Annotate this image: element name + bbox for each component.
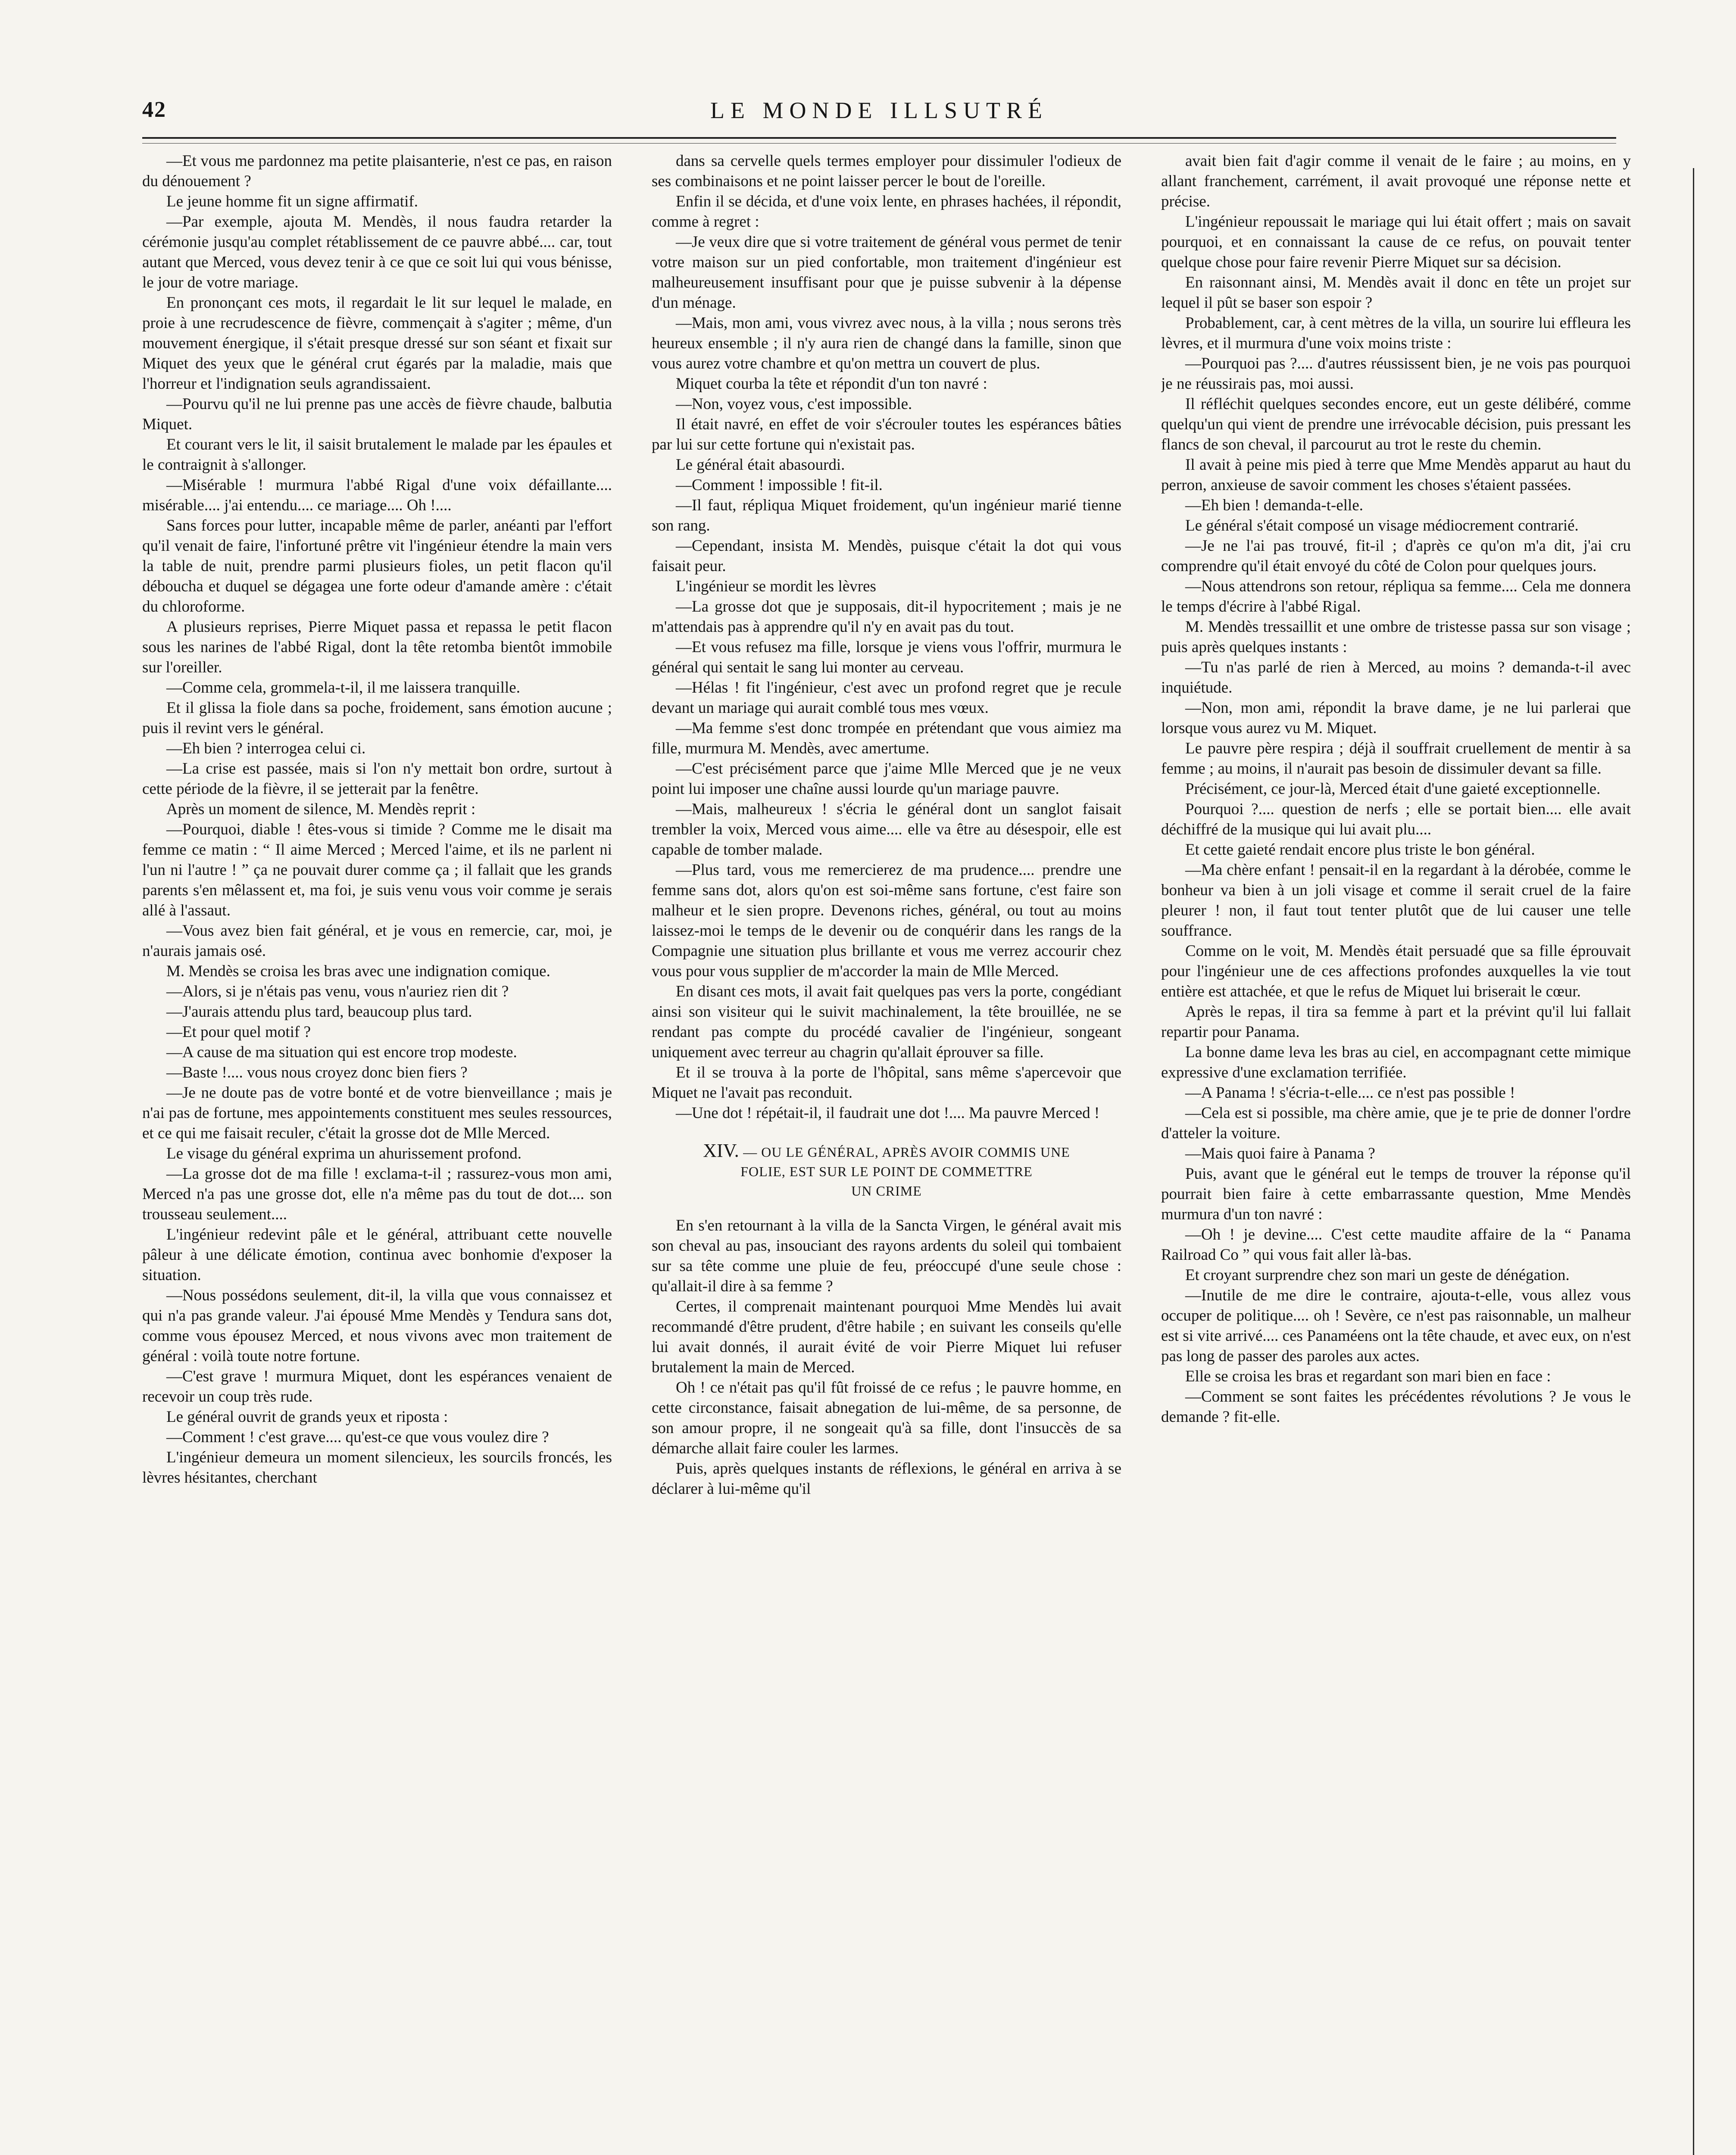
paragraph: —Pourquoi, diable ! êtes-vous si timide ? Comme me le disait ma femme ce matin : “ Il aime Merced ; Merced l'aime, et ils ne parlent ni l'un ni l'autre ! ” ça ne pouvait durer comme ça ; il fallait que les grands parents s'en mêlassent et, ma foi, je suis venu vous voir comme je serais allé à l'assaut. (142, 821, 612, 919)
paragraph: —Plus tard, vous me remercierez de ma prudence.... prendre une femme sans dot, alors qu'on est soi-même sans fortune, c'est faire son malheur et le sien propre. Devenons riches, général, ou tout au moins laissez-moi le temps de le devenir ou de conquérir dans les rangs de la Compagnie une situation plus brillante et vous me verrez accourir chez vous pour vous supplier de m'accorder la main de Mlle Merced. (652, 861, 1121, 980)
paragraph: Il était navré, en effet de voir s'écrouler toutes les espérances bâties par lui sur cette fortune qui n'existait pas. (652, 415, 1121, 453)
paragraph: —Alors, si je n'étais pas venu, vous n'auriez rien dit ? (166, 983, 509, 1000)
paragraph: Et courant vers le lit, il saisit brutalement le malade par les épaules et le contraignit à s'allonger. (142, 436, 612, 474)
paragraph: —Baste !.... vous nous croyez donc bien fiers ? (166, 1064, 468, 1081)
paragraph: —Il faut, répliqua Miquet froidement, qu'un ingénieur marié tienne son rang. (652, 497, 1121, 534)
paragraph: Précisément, ce jour-là, Merced était d'une gaieté exceptionnelle. (1185, 780, 1601, 798)
paragraph: M. Mendès se croisa les bras avec une indignation comique. (166, 962, 550, 980)
paragraph: —Mais quoi faire à Panama ? (1185, 1145, 1375, 1162)
chapter-number: XIV. (703, 1140, 739, 1161)
paragraph: —Ma femme s'est donc trompée en prétendant que vous aimiez ma fille, murmura M. Mendès, avec amertume. (652, 719, 1121, 757)
paragraph: —Non, voyez vous, c'est impossible. (676, 395, 912, 413)
paragraph: —Non, mon ami, répondit la brave dame, je ne lui parlerai que lorsque vous aurez vu M. Miquet. (1161, 699, 1631, 737)
text-column-1 (142, 151, 612, 2155)
paragraph: En s'en retournant à la villa de la Sancta Virgen, le général avait mis son cheval au pas, insouciant des rayons ardents du soleil qui tombaient sur sa tête comme une pluie de feu, préoccupé d'une seule chose : qu'allait-il dire à sa femme ? (652, 1217, 1121, 1295)
paragraph: En disant ces mots, il avait fait quelques pas vers la porte, congédiant ainsi son visiteur qui le suivit machinalement, la tête brouillée, ne se rendant pas compte du procédé cavalier de l'ingénieur, songeant uniquement avec terreur au chagrin qu'allait éprouver sa fille. (652, 983, 1121, 1061)
paragraph: Elle se croisa les bras et regardant son mari bien en face : (1185, 1368, 1551, 1385)
paragraph: M. Mendès tressaillit et une ombre de tristesse passa sur son visage ; puis après quelques instants : (1161, 618, 1631, 656)
chapter-title-line-2: FOLIE, EST SUR LE POINT DE COMMETTRE (740, 1164, 1033, 1179)
paragraph: Le pauvre père respira ; déjà il souffrait cruellement de mentir à sa femme ; au moins, il n'aurait pas besoin de dissimuler devant sa fille. (1161, 740, 1631, 778)
paragraph: —Cependant, insista M. Mendès, puisque c'était la dot qui vous faisait peur. (652, 537, 1121, 575)
paragraph: —Mais, mon ami, vous vivrez avec nous, à la villa ; nous serons très heureux ensemble ; il n'y aura rien de changé dans la famille, sinon que vous aurez votre chambre et qu'on mettra un couvert de plus. (652, 314, 1121, 372)
paragraph: —Comment ! c'est grave.... qu'est-ce que vous voulez dire ? (166, 1428, 549, 1446)
paragraph: L'ingénieur repoussait le mariage qui lui était offert ; mais on savait pourquoi, et en connaissant la cause de ce refus, on pouvait tenter quelque chose pour faire revenir Pierre Miquet sur sa décision. (1161, 213, 1631, 271)
paragraph: —Et vous me pardonnez ma petite plaisanterie, n'est ce pas, en raison du dénouement ? (142, 152, 612, 190)
paragraph: L'ingénieur se mordit les lèvres (676, 578, 876, 595)
paragraph: L'ingénieur redevint pâle et le général, attribuant cette nouvelle pâleur à une délicate émotion, continua avec bonhomie d'exposer la situation. (142, 1226, 612, 1284)
running-title: LE MONDE ILLSUTRÉ (710, 97, 1048, 123)
paragraph: Et croyant surprendre chez son mari un geste de dénégation. (1185, 1266, 1570, 1284)
paragraph: Et il glissa la fiole dans sa poche, froidement, sans émotion aucune ; puis il revint vers le général. (142, 699, 612, 737)
paragraph: A plusieurs reprises, Pierre Miquet passa et repassa le petit flacon sous les narines de l'abbé Rigal, dont la tête retomba bientôt immobile sur l'oreiller. (142, 618, 612, 676)
header-rule-thick (142, 137, 1616, 139)
column-2-text-after (652, 1215, 1121, 1499)
paragraph: —Oh ! je devine.... C'est cette maudite affaire de la “ Panama Railroad Co ” qui vous fait aller là-bas. (1161, 1226, 1631, 1264)
paragraph: —Eh bien ! demanda-t-elle. (1185, 497, 1363, 514)
chapter-heading (652, 1141, 1121, 1201)
margin-rule (1693, 168, 1694, 2155)
paragraph: En prononçant ces mots, il regardait le lit sur lequel le malade, en proie à une recrudescence de fièvre, commençait à s'agiter ; même, d'un mouvement énergique, il s'était presque dressé sur son séant et fixait sur Miquet des yeux que le général crut égarés par la maladie, mais que l'horreur et l'indignation seuls agrandissaient. (142, 294, 612, 393)
paragraph: —Tu n'as parlé de rien à Merced, au moins ? demanda-t-il avec inquiétude. (1161, 659, 1631, 696)
paragraph: En raisonnant ainsi, M. Mendès avait il donc en tête un projet sur lequel il pût se baser son espoir ? (1161, 274, 1631, 312)
paragraph: —La grosse dot de ma fille ! exclama-t-il ; rassurez-vous mon ami, Merced n'a pas une grosse dot, elle n'a même pas du tout de dot.... son trousseau seulement.... (142, 1165, 612, 1223)
paragraph: Puis, avant que le général eut le temps de trouver la réponse qu'il pourrait bien faire à cette embarrassante question, Mme Mendès murmura d'un ton navré : (1161, 1165, 1631, 1223)
column-2-text-before (652, 151, 1121, 1123)
paragraph: —Je ne doute pas de votre bonté et de votre bienveillance ; mais je n'ai pas de fortune, mes appointements constituent mes seules ressources, et ce qui me faisait reculer, c'était la grosse dot de Mlle Merced. (142, 1084, 612, 1142)
paragraph: —A cause de ma situation qui est encore trop modeste. (166, 1043, 517, 1061)
paragraph: Il avait à peine mis pied à terre que Mme Mendès apparut au haut du perron, anxieuse de savoir comment les choses s'étaient passées. (1161, 456, 1631, 494)
paragraph: Puis, après quelques instants de réflexions, le général en arriva à se déclarer à lui-même qu'il (652, 1460, 1121, 1498)
paragraph: —Une dot ! répétait-il, il faudrait une dot !.... Ma pauvre Merced ! (676, 1104, 1100, 1122)
paragraph: —Je veux dire que si votre traitement de général vous permet de tenir votre maison sur un pied confortable, mon traitement d'ingénieur est malheureusement insuffisant pour que je puisse subvenir à la dépense d'un ménage. (652, 233, 1121, 312)
paragraph: Enfin il se décida, et d'une voix lente, en phrases hachées, il répondit, comme à regret : (652, 193, 1121, 231)
text-column-3 (1161, 151, 1631, 2155)
paragraph: Après le repas, il tira sa femme à part et la prévint qu'il lui fallait repartir pour Panama. (1161, 1003, 1631, 1041)
header-rule-thin (142, 143, 1616, 144)
paragraph: Le visage du général exprima un ahurissement profond. (166, 1145, 522, 1162)
text-column-2 (652, 151, 1121, 2155)
page-header (142, 97, 1616, 136)
paragraph: Sans forces pour lutter, incapable même de parler, anéanti par l'effort qu'il venait de faire, l'infortuné prêtre vit l'ingénieur étendre la main vers la table de nuit, prendre parmi plusieurs fioles, un petit flacon qu'il déboucha et duquel se dégagea une forte odeur d'amande amère : c'était du chloroforme. (142, 517, 612, 615)
chapter-title-line-3: UN CRIME (851, 1183, 922, 1199)
paragraph: —A Panama ! s'écria-t-elle.... ce n'est pas possible ! (1185, 1084, 1515, 1102)
paragraph: —Comme cela, grommela-t-il, il me laissera tranquille. (166, 679, 520, 696)
paragraph: —Pourvu qu'il ne lui prenne pas une accès de fièvre chaude, balbutia Miquet. (142, 395, 612, 433)
paragraph: Le général était abasourdi. (676, 456, 845, 474)
paragraph: —Et pour quel motif ? (166, 1023, 311, 1041)
paragraph: —Comment ! impossible ! fit-il. (676, 476, 883, 494)
paragraph: —Ma chère enfant ! pensait-il en la regardant à la dérobée, comme le bonheur va bien à un joli visage et comme il serait cruel de la faire pleurer ! non, il faut tout tenter plutôt que de lui causer une telle souffrance. (1161, 861, 1631, 940)
paragraph: —Misérable ! murmura l'abbé Rigal d'une voix défaillante.... misérable.... j'ai entendu.... ce mariage.... Oh !.... (142, 476, 612, 514)
paragraph: —Eh bien ? interrogea celui ci. (166, 740, 366, 757)
paragraph: —Comment se sont faites les précédentes révolutions ? Je vous le demande ? fit-elle. (1161, 1388, 1631, 1426)
paragraph: Et il se trouva à la porte de l'hôpital, sans même s'apercevoir que Miquet ne l'avait pas reconduit. (652, 1064, 1121, 1102)
paragraph: Comme on le voit, M. Mendès était persuadé que sa fille éprouvait pour l'ingénieur une de ces affections profondes auxquelles la vie tout entière est attachée, et que le refus de Miquet lui briserait le cœur. (1161, 942, 1631, 1000)
paragraph: —C'est précisément parce que j'aime Mlle Merced que je ne veux point lui imposer une chaîne aussi lourde qu'un mariage pauvre. (652, 760, 1121, 798)
paragraph: —Nous possédons seulement, dit-il, la villa que vous connaissez et qui n'a pas grande valeur. J'ai épousé Mme Mendès y Tendura sans dot, comme vous épousez Merced, et nous vivons avec mon traitement de général : voilà toute notre fortune. (142, 1287, 612, 1365)
paragraph: Le général s'était composé un visage médiocrement contrarié. (1185, 517, 1579, 534)
paragraph: dans sa cervelle quels termes employer pour dissimuler l'odieux de ses combinaisons et ne point laisser percer le bout de l'oreille. (652, 152, 1121, 190)
paragraph: Oh ! ce n'était pas qu'il fût froissé de ce refus ; le pauvre homme, en cette circonstance, faisait abnegation de lui-même, de sa personne, de son amour propre, il ne songeait qu'à sa fille, dont l'insuccès de sa démarche allait faire couler les larmes. (652, 1379, 1121, 1457)
paragraph: Le général ouvrit de grands yeux et riposta : (166, 1408, 448, 1426)
paragraph: —Cela est si possible, ma chère amie, que je te prie de donner l'ordre d'atteler la voiture. (1161, 1104, 1631, 1142)
paragraph: —Inutile de me dire le contraire, ajouta-t-elle, vous allez vous occuper de politique.... oh ! Sevère, ce n'est pas raisonnable, un malheur est si vite arrivé.... ces Panaméens ont la tête chaude, et avec eux, on n'est pas long de passer des paroles aux actes. (1161, 1287, 1631, 1365)
paragraph: Probablement, car, à cent mètres de la villa, un sourire lui effleura les lèvres, et il murmura d'une voix moins triste : (1161, 314, 1631, 352)
paragraph: —Pourquoi pas ?.... d'autres réussissent bien, je ne vois pas pourquoi je ne réussirais pas, moi aussi. (1161, 355, 1631, 393)
paragraph: —La grosse dot que je supposais, dit-il hypocritement ; mais je ne m'attendais pas à apprendre qu'il n'y en avait pas du tout. (652, 598, 1121, 636)
paragraph: Le jeune homme fit un signe affirmatif. (166, 193, 418, 210)
paragraph: Pourquoi ?.... question de nerfs ; elle se portait bien.... elle avait déchiffré de la musique qui lui avait plu.... (1161, 800, 1631, 838)
paragraph: —Et vous refusez ma fille, lorsque je viens vous l'offrir, murmura le général qui sentait le sang lui monter au cerveau. (652, 638, 1121, 676)
paragraph: Après un moment de silence, M. Mendès reprit : (166, 800, 476, 818)
paragraph: —Mais, malheureux ! s'écria le général dont un sanglot faisait trembler la voix, Merced vous aime.... elle va être au désespoir, elle est capable de tomber malade. (652, 800, 1121, 859)
paragraph: Il réfléchit quelques secondes encore, eut un geste délibéré, comme quelqu'un qui vient de prendre une irrévocable décision, puis pressant les flancs de son cheval, il parcourut au trot le reste du chemin. (1161, 395, 1631, 453)
paragraph: —J'aurais attendu plus tard, beaucoup plus tard. (166, 1003, 472, 1021)
paragraph: —Par exemple, ajouta M. Mendès, il nous faudra retarder la cérémonie jusqu'au complet rétablissement de ce pauvre abbé.... car, tout autant que Merced, vous devez tenir à ce que ce soit lui qui vous bénisse, le jour de votre mariage. (142, 213, 612, 291)
paragraph: Et cette gaieté rendait encore plus triste le bon général. (1185, 841, 1535, 859)
paragraph: —La crise est passée, mais si l'on n'y mettait bon ordre, surtout à cette période de la fièvre, il se jetterait par la fenêtre. (142, 760, 612, 798)
paragraph: Miquet courba la tête et répondit d'un ton navré : (676, 375, 987, 393)
chapter-title-line-1: — OU LE GÉNÉRAL, APRÈS AVOIR COMMIS UNE (743, 1144, 1070, 1160)
paragraph: L'ingénieur demeura un moment silencieux, les sourcils froncés, les lèvres hésitantes, cherchant (142, 1449, 612, 1487)
paragraph: —Je ne l'ai pas trouvé, fit-il ; d'après ce qu'on m'a dit, j'ai cru comprendre qu'il était envoyé du côté de Colon pour quelques jours. (1161, 537, 1631, 575)
paragraph: —Vous avez bien fait général, et je vous en remercie, car, moi, je n'aurais jamais osé. (142, 922, 612, 960)
paragraph: avait bien fait d'agir comme il venait de le faire ; au moins, en y allant franchement, carrément, il avait provoqué une réponse nette et précise. (1161, 152, 1631, 210)
paragraph: —Hélas ! fit l'ingénieur, c'est avec un profond regret que je recule devant un mariage qui aurait comblé tous mes vœux. (652, 679, 1121, 717)
paragraph: La bonne dame leva les bras au ciel, en accompagnant cette mimique expressive d'une exclamation terrifiée. (1161, 1043, 1631, 1081)
paragraph: Certes, il comprenait maintenant pourquoi Mme Mendès lui avait recommandé d'être prudent, d'être habile ; en suivant les conseils qu'elle lui avait donnés, il aurait évité de voir Pierre Miquet lui refuser brutalement la main de Merced. (652, 1298, 1121, 1376)
page-number: 42 (142, 97, 166, 122)
paragraph: —Nous attendrons son retour, répliqua sa femme.... Cela me donnera le temps d'écrire à l'abbé Rigal. (1161, 578, 1631, 615)
paragraph: —C'est grave ! murmura Miquet, dont les espérances venaient de recevoir un coup très rude. (142, 1368, 612, 1405)
